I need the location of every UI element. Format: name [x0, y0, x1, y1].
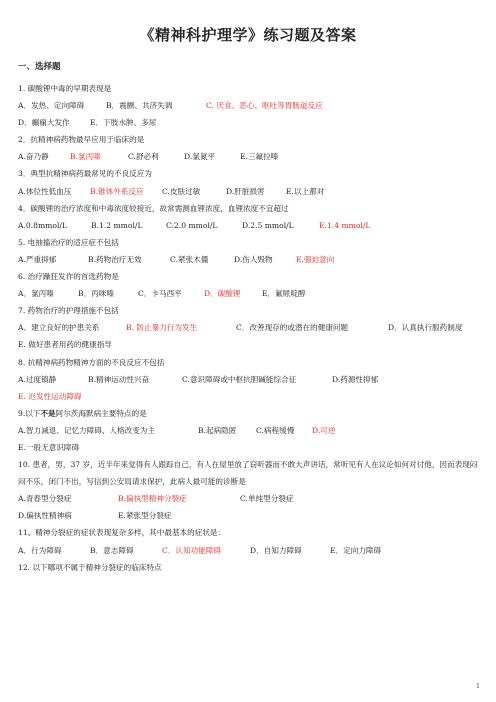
option-d: D.氯氮平	[184, 152, 216, 162]
question-5-stem: 5. 电抽搐治疗的适应症不包括	[18, 237, 119, 247]
option-a: A.奋乃静	[18, 152, 49, 162]
option-e-answer: E.1.4 mmol/L	[319, 220, 371, 230]
question-list	[18, 80, 480, 576]
option-a: A．氯丙嗪	[18, 289, 54, 299]
page-title: 《精神科护理学》练习题及答案	[139, 26, 357, 44]
question-6-stem: 6. 治疗躁狂发作的首选药物是	[18, 272, 119, 282]
section-heading: 一、选择题	[18, 62, 61, 72]
option-a: A.智力减退、记忆力障碍、人格改变为主	[18, 425, 155, 435]
option-e: E.紧张型分裂症	[118, 511, 172, 521]
option-c: C.2.0 mmol/L	[166, 220, 218, 230]
question-7-stem: 7. 药物治疗的护理措施不包括	[18, 306, 119, 316]
option-e: E.以上都对	[286, 186, 325, 196]
option-a: A.体位性低血压	[18, 186, 72, 196]
question-12-stem: 12. 以下哪项不属于精神分裂症的临床特点	[18, 562, 162, 572]
option-a: A．发热、定向障碍	[18, 101, 85, 111]
question-8-stem: 8. 抗精神病药物精神方面的不良反应不包括	[18, 357, 165, 367]
option-c: C.舒必利	[128, 152, 159, 162]
option-d: D．癫痫大发作	[18, 118, 70, 128]
option-d-answer: D.可逆	[312, 425, 336, 435]
question-3-options	[18, 183, 480, 200]
option-d: D.药源性抑郁	[332, 374, 379, 384]
option-d-answer: D．碳酸锂	[204, 289, 241, 299]
option-a: A．行为障碍	[18, 545, 62, 555]
option-b: B．意志障碍	[90, 545, 134, 555]
stem-emphasis: 不是	[40, 408, 56, 418]
question-11-options	[18, 542, 480, 559]
option-e: E．下肢水肿、多尿	[90, 118, 157, 128]
question-2-options	[18, 148, 480, 165]
option-b: B．丙咪嗪	[78, 289, 114, 299]
option-a: A.严重抑郁	[18, 254, 57, 264]
question-4-options	[18, 217, 480, 234]
question-7-options-row2	[18, 336, 480, 353]
option-e-answer: E. 迟发性运动障碍	[18, 391, 82, 401]
question-8-options-row2	[18, 388, 480, 405]
option-c: C.病程缓慢	[256, 425, 295, 435]
option-e: E. 做好患者用药的健康指导	[18, 340, 112, 350]
option-b: B.起病隐匿	[198, 425, 237, 435]
option-e-answer: E.强迫意向	[296, 254, 335, 264]
stem-prefix: 9.以下	[18, 408, 41, 418]
option-c: C.意识障碍或中枢抗胆碱能综合征	[182, 374, 297, 384]
option-d: D．认真执行服药制度	[388, 323, 463, 333]
question-9-options-row2	[18, 439, 480, 456]
question-1-options-row2	[18, 114, 480, 131]
option-a: A．建立良好的护患关系	[18, 323, 100, 333]
option-c: C.单纯型分裂症	[240, 494, 294, 504]
option-b-answer: B. 防止暴力行为发生	[126, 323, 198, 333]
question-10-options-row2	[18, 507, 480, 524]
question-4-stem: 4．碳酸锂的治疗浓度和中毒浓度较接近，故常需测血锂浓度，血锂浓度不宜超过	[18, 203, 289, 213]
question-11-stem: 11、精神分裂症的症状表现复杂多样，其中最基本的症状是：	[18, 528, 226, 538]
question-8-options-row1	[18, 371, 480, 388]
question-1-options-row1	[18, 97, 480, 114]
option-b: B．震颤、共济失调	[106, 101, 173, 111]
question-5-options	[18, 251, 480, 268]
question-2-stem: 2．抗精神病药物最早应用于临床的是	[18, 135, 145, 145]
option-b: B.药物治疗无效	[88, 254, 142, 264]
option-e: E.三氟拉嗪	[240, 152, 279, 162]
option-c: C.紧张木僵	[170, 254, 209, 264]
option-b-answer: B.偏执型精神分裂症	[118, 494, 187, 504]
option-d: D.2.5 mmol/L	[242, 220, 294, 230]
question-10-options-row1	[18, 490, 480, 507]
option-b-answer: B.锥体外系反应	[90, 186, 144, 196]
option-b: B.精神运动性兴奋	[88, 374, 150, 384]
option-a: A.过度镇静	[18, 374, 57, 384]
option-c: C．卡马西平	[138, 289, 182, 299]
option-e: E.一般无意识障碍	[18, 442, 80, 452]
page-number: 1	[475, 682, 480, 690]
option-c-answer: C．认知功能障碍	[162, 545, 221, 555]
option-c: C.皮肤过敏	[162, 186, 201, 196]
question-9-stem	[18, 405, 480, 422]
question-6-options	[18, 285, 480, 302]
option-c-answer: C. 厌食、恶心、呕吐等胃肠道反应	[206, 101, 323, 111]
option-b-answer: B.氯丙嗪	[70, 152, 101, 162]
option-c: C．改善现存的或潜在的健康问题	[236, 323, 349, 333]
question-10-stem: 10. 患者，男，37 岁，近半年来觉得有人跟踪自己，有人在屋里放了窃听器而不敢大声讲话，常听见有人在议论如何对付他，因而表现闷闷不乐，闭门不出，写信到公安局请求保护，此病人最可能的诊断是	[18, 460, 478, 487]
option-e: E．氟哌啶醇	[262, 289, 306, 299]
question-7-options-row1	[18, 319, 480, 336]
stem-suffix: 阿尔茨海默病主要特点的是	[55, 408, 147, 418]
question-9-options-row1	[18, 422, 480, 439]
option-b: B.1.2 mmol/L	[91, 220, 143, 230]
option-d: D．自知力障碍	[250, 545, 302, 555]
option-d: D.肝脏损害	[226, 186, 265, 196]
question-1-stem: 1. 碳酸锂中毒的早期表现是	[18, 84, 112, 93]
question-3-stem: 3．典型抗精神病药最常见的不良反应为	[18, 169, 152, 179]
option-d: D.偏执性精神病	[18, 511, 72, 521]
option-e: E．定向力障碍	[330, 545, 382, 555]
option-a: A.0.8mmol/L	[18, 220, 67, 230]
option-a: A.青春型分裂症	[18, 494, 72, 504]
option-d: D.伤人毁物	[234, 254, 273, 264]
